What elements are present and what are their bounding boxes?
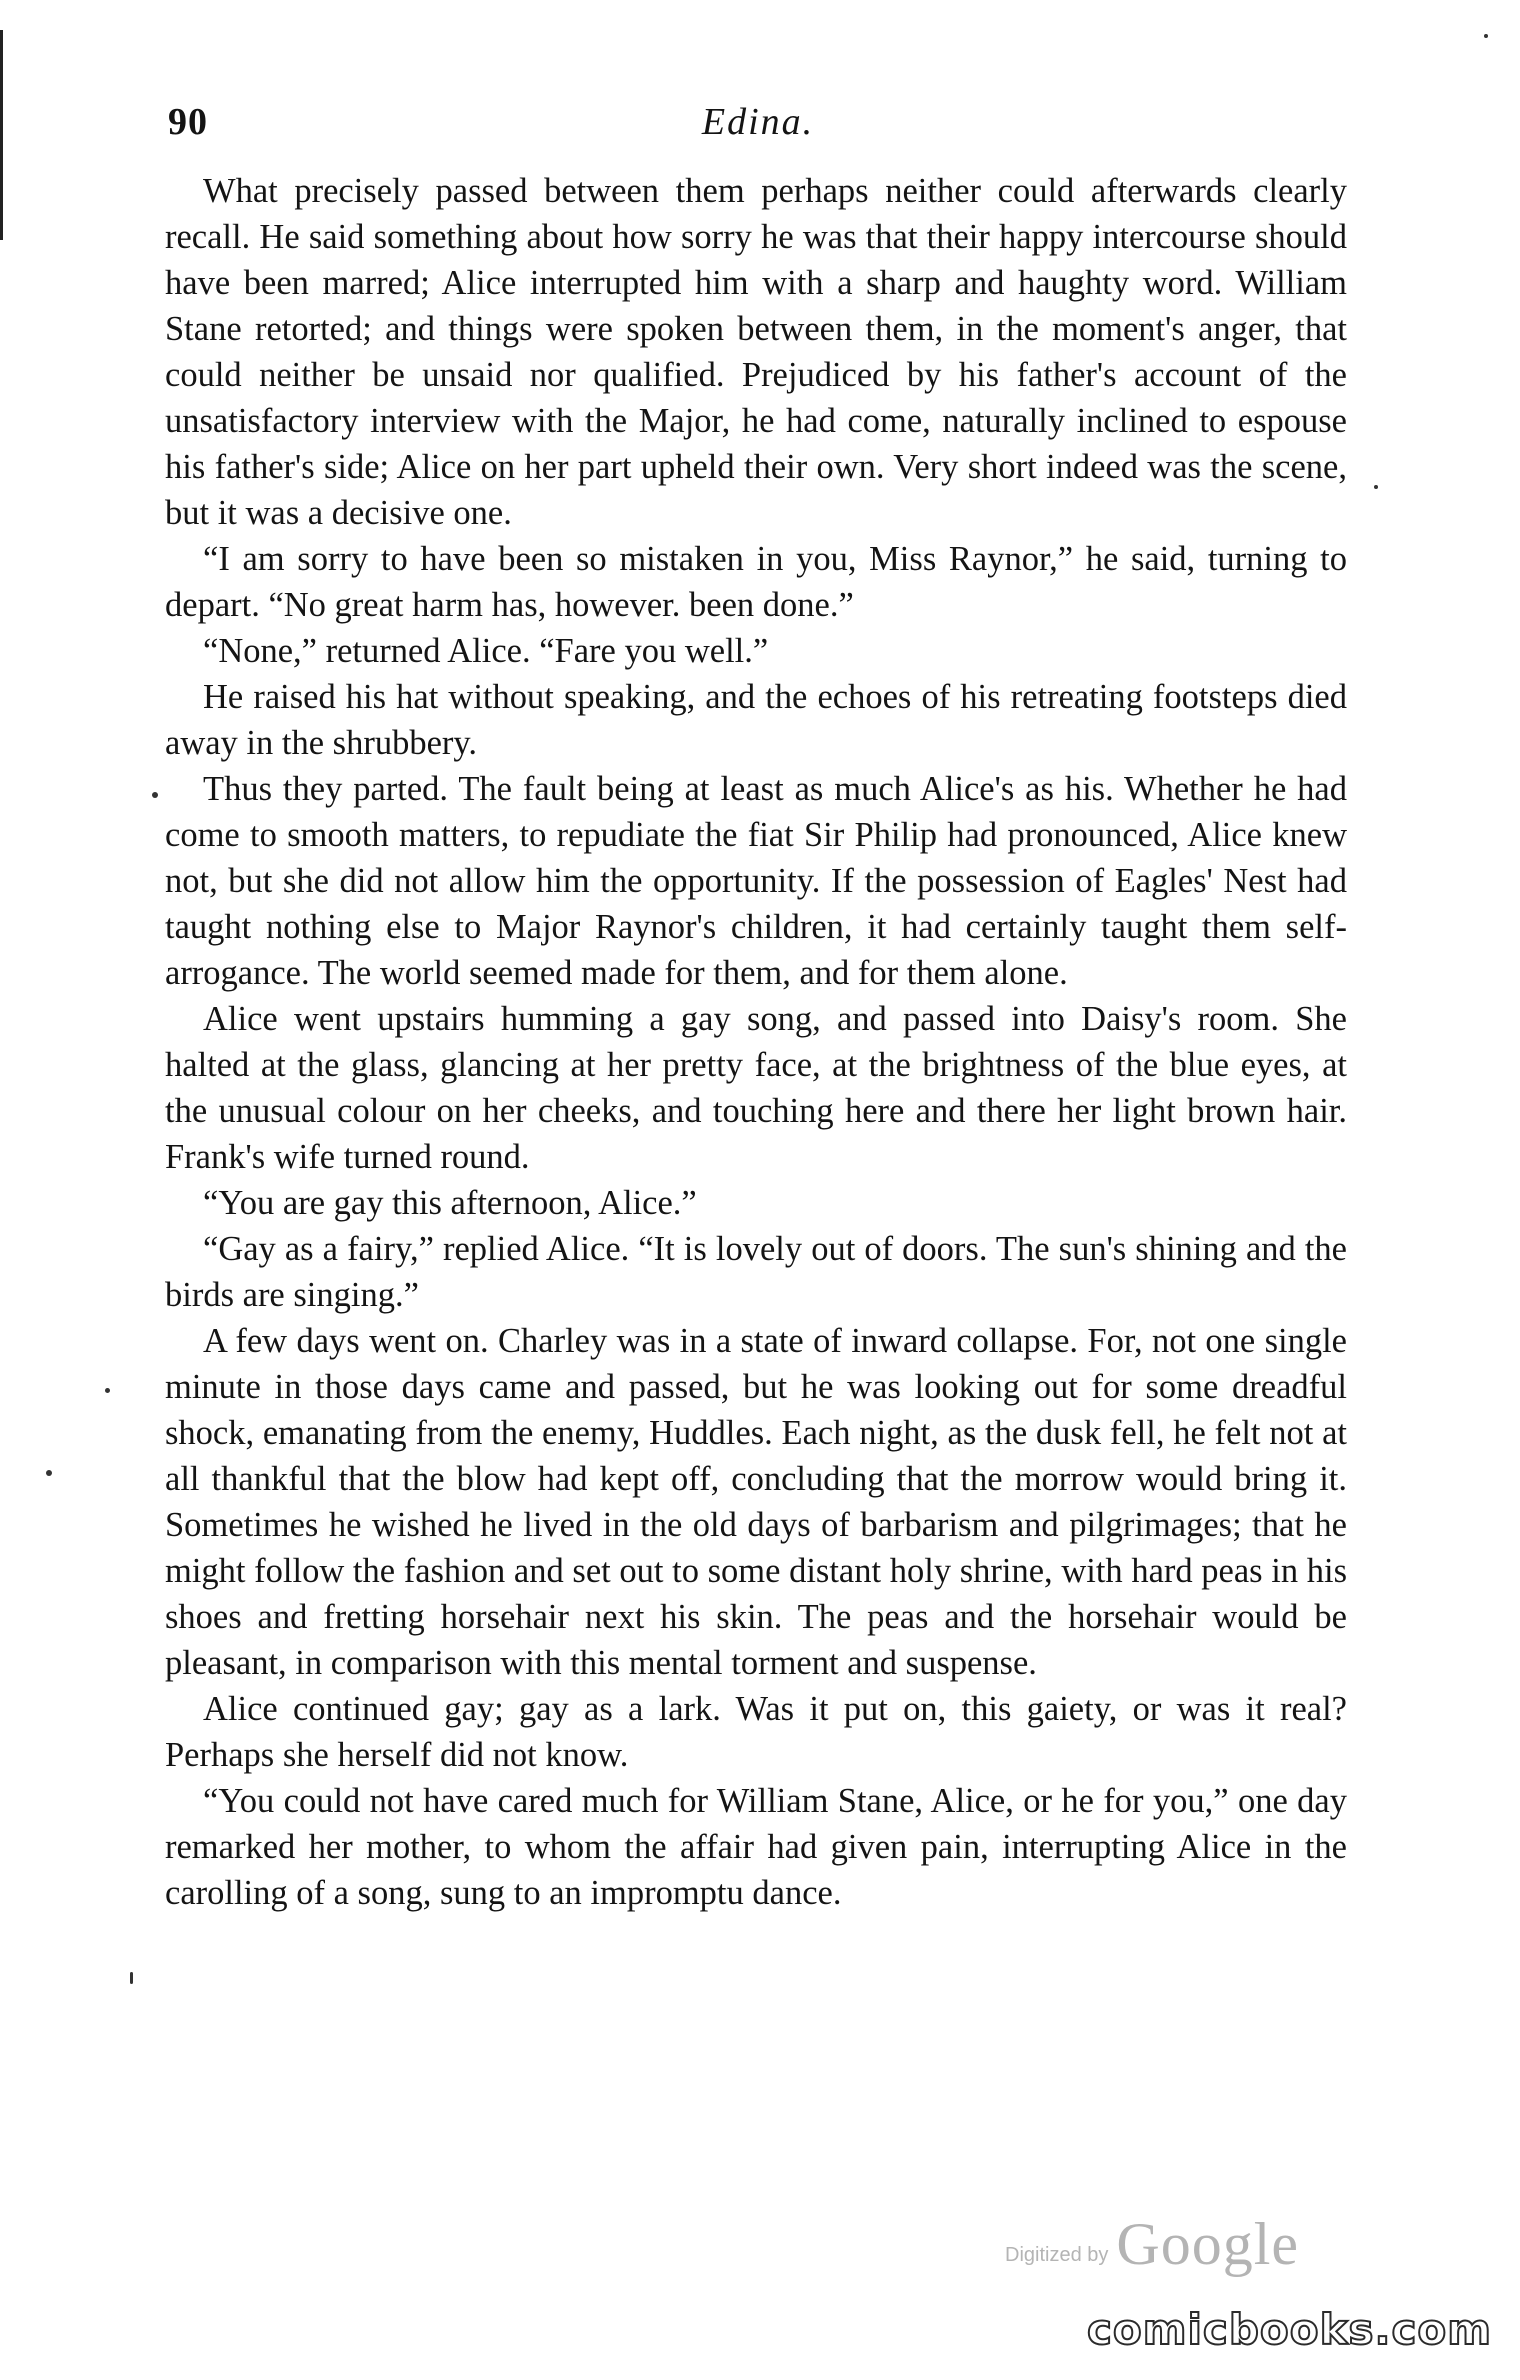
digitized-by-label: Digitized by — [1005, 2244, 1109, 2266]
ink-speck — [1374, 485, 1378, 489]
paragraph: A few days went on. Charley was in a state of inward collapse. For, not one single minute in those days came and passed, but he was looking out for some dreadful shock, emanating from the enemy, Huddles. Each night, as the dusk fell, he felt not at all thankful that the blow had kept off, concluding that the morrow would bring it. Sometimes he wished he lived in the old days of barbarism and pilgrimages; that he might follow the fashion and set out to some distant holy shrine, with hard peas in his shoes and fretting horsehair next his skin. The peas and the horsehair would be pleasant, in comparison with this mental torment and suspense. — [165, 1322, 1347, 1682]
paragraph: “You could not have cared much for William Stane, Alice, or he for you,” one day remarked her mother, to whom the affair had given pain, interrupting Alice in the carolling of a song, sung to an impromptu dance. — [165, 1782, 1347, 1912]
paragraph: Thus they parted. The fault being at least as much Alice's as his. Whether he had come to smooth matters, to repudiate the fiat Sir Philip had pronounced, Alice knew not, but she did not allow him the opportunity. If the possession of Eagles' Nest had taught nothing else to Major Raynor's children, it had certainly taught them self-arrogance. The world seemed made for them, and for them alone. — [165, 770, 1347, 992]
running-title: Edina. — [701, 101, 815, 143]
paragraph: Alice continued gay; gay as a lark. Was it put on, this gaiety, or was it real? Perhaps she herself did not know. — [165, 1690, 1347, 1774]
paragraph: “None,” returned Alice. “Fare you well.” — [203, 632, 769, 670]
ink-speck — [46, 1470, 52, 1476]
ink-speck — [105, 1388, 110, 1393]
paragraph: “You are gay this afternoon, Alice.” — [203, 1184, 697, 1222]
page-header — [168, 100, 1348, 160]
site-watermark: comicbooks.com — [1087, 2305, 1492, 2354]
google-logo: Google — [1116, 2211, 1300, 2277]
paragraph: “Gay as a fairy,” replied Alice. “It is lovely out of doors. The sun's shining and the birds are singing.” — [165, 1230, 1347, 1314]
paragraph: What precisely passed between them perhaps neither could afterwards clearly recall. He said something about how sorry he was that their happy intercourse should have been marred; Alice interrupted him with a sharp and haughty word. William Stane retorted; and things were spoken between them, in the moment's anger, that could neither be unsaid nor qualified. Prejudiced by his father's account of the unsatisfactory interview with the Major, he had come, naturally inclined to espouse his father's side; Alice on her part upheld their own. Very short indeed was the scene, but it was a decisive one. — [165, 172, 1347, 532]
paragraph: Alice went upstairs humming a gay song, and passed into Daisy's room. She halted at the glass, glancing at her pretty face, at the brightness of the blue eyes, at the unusual colour on her cheeks, and touching here and there her light brown hair. Frank's wife turned round. — [165, 1000, 1347, 1176]
body-text — [165, 168, 1347, 1916]
ink-speck — [130, 1972, 133, 1984]
ink-speck — [152, 792, 158, 798]
page-number: 90 — [168, 101, 208, 143]
ink-speck — [1484, 34, 1488, 38]
paragraph: “I am sorry to have been so mistaken in you, Miss Raynor,” he said, turning to depart. “No great harm has, however. been done.” — [165, 540, 1347, 624]
scan-edge-rule — [0, 30, 3, 240]
google-watermark — [1005, 2210, 1299, 2279]
paragraph: He raised his hat without speaking, and the echoes of his retreating footsteps died away in the shrubbery. — [165, 678, 1347, 762]
